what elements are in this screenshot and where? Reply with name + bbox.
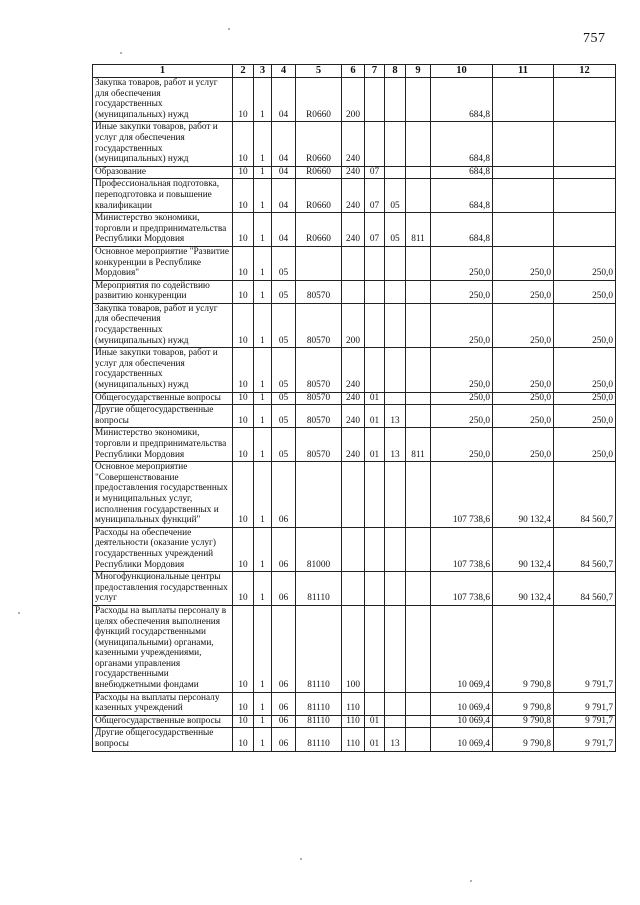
row-name-cell: Общегосударственные вопросы (93, 392, 233, 405)
code-direction-cell (296, 246, 342, 280)
code-om-cell: 05 (272, 280, 296, 303)
code-section-cell (365, 78, 385, 122)
table-row (93, 280, 616, 303)
code-expense-type-cell: 240 (342, 392, 365, 405)
table-row (93, 692, 616, 715)
code-om-cell: 06 (272, 692, 296, 715)
code-direction-cell: R0660 (296, 179, 342, 213)
code-subsection-cell (385, 692, 406, 715)
code-ministry-cell (406, 246, 431, 280)
code-section-cell: 01 (365, 428, 385, 462)
code-direction-cell: 81000 (296, 527, 342, 571)
code-ministry-cell (406, 715, 431, 728)
code-expense-type-cell: 110 (342, 692, 365, 715)
code-pgp-cell: 1 (254, 572, 272, 606)
code-om-cell: 05 (272, 246, 296, 280)
column-header: 2 (233, 65, 254, 78)
column-header: 1 (93, 65, 233, 78)
amount-col11-cell: 250,0 (493, 405, 554, 428)
amount-col10-cell: 107 738,6 (431, 527, 493, 571)
amount-col10-cell: 684,8 (431, 179, 493, 213)
code-gp-cell: 10 (233, 122, 254, 166)
row-name-cell: Иные закупки товаров, работ и услуг для обеспечения государственных (муниципальных) нужд (93, 122, 233, 166)
page-number: 757 (583, 31, 606, 46)
code-expense-type-cell: 240 (342, 179, 365, 213)
amount-col12-cell: 250,0 (554, 303, 616, 347)
amount-col10-cell: 250,0 (431, 405, 493, 428)
code-subsection-cell (385, 280, 406, 303)
code-subsection-cell (385, 166, 406, 179)
code-gp-cell: 10 (233, 392, 254, 405)
code-om-cell: 05 (272, 303, 296, 347)
amount-col11-cell: 250,0 (493, 246, 554, 280)
column-header: 6 (342, 65, 365, 78)
code-subsection-cell (385, 303, 406, 347)
code-subsection-cell: 13 (385, 428, 406, 462)
code-gp-cell: 10 (233, 605, 254, 692)
table-row (93, 78, 616, 122)
code-section-cell (365, 348, 385, 392)
code-om-cell: 06 (272, 572, 296, 606)
code-ministry-cell (406, 692, 431, 715)
code-ministry-cell (406, 605, 431, 692)
amount-col10-cell: 10 069,4 (431, 692, 493, 715)
code-direction-cell: 80570 (296, 280, 342, 303)
code-subsection-cell (385, 392, 406, 405)
code-om-cell: 05 (272, 405, 296, 428)
amount-col12-cell: 250,0 (554, 392, 616, 405)
header-row (93, 65, 616, 78)
row-name-cell: Общегосударственные вопросы (93, 715, 233, 728)
code-gp-cell: 10 (233, 527, 254, 571)
code-subsection-cell: 05 (385, 179, 406, 213)
code-pgp-cell: 1 (254, 392, 272, 405)
code-expense-type-cell: 240 (342, 213, 365, 247)
table-row (93, 428, 616, 462)
code-ministry-cell (406, 303, 431, 347)
code-section-cell: 01 (365, 405, 385, 428)
code-pgp-cell: 1 (254, 303, 272, 347)
code-section-cell (365, 280, 385, 303)
code-subsection-cell: 05 (385, 213, 406, 247)
code-expense-type-cell (342, 246, 365, 280)
code-subsection-cell (385, 78, 406, 122)
code-ministry-cell (406, 728, 431, 751)
code-subsection-cell: 13 (385, 728, 406, 751)
table-row (93, 213, 616, 247)
amount-col11-cell: 250,0 (493, 280, 554, 303)
amount-col11-cell: 9 790,8 (493, 692, 554, 715)
code-ministry-cell (406, 348, 431, 392)
code-direction-cell: R0660 (296, 78, 342, 122)
row-name-cell: Закупка товаров, работ и услуг для обеспечения государственных (муниципальных) нужд (93, 303, 233, 347)
amount-col11-cell: 90 132,4 (493, 572, 554, 606)
code-pgp-cell: 1 (254, 122, 272, 166)
code-gp-cell: 10 (233, 166, 254, 179)
code-ministry-cell (406, 179, 431, 213)
code-expense-type-cell: 240 (342, 122, 365, 166)
column-header: 5 (296, 65, 342, 78)
code-direction-cell: 81110 (296, 715, 342, 728)
amount-col11-cell: 9 790,8 (493, 715, 554, 728)
row-name-cell: Мероприятия по содействию развитию конкуренции (93, 280, 233, 303)
table-row (93, 392, 616, 405)
code-direction-cell: R0660 (296, 213, 342, 247)
column-header: 3 (254, 65, 272, 78)
code-pgp-cell: 1 (254, 246, 272, 280)
code-expense-type-cell (342, 280, 365, 303)
code-direction-cell: 80570 (296, 348, 342, 392)
code-section-cell: 07 (365, 213, 385, 247)
code-pgp-cell: 1 (254, 280, 272, 303)
amount-col10-cell: 684,8 (431, 122, 493, 166)
amount-col12-cell: 84 560,7 (554, 462, 616, 528)
code-subsection-cell: 13 (385, 405, 406, 428)
amount-col10-cell: 684,8 (431, 166, 493, 179)
code-pgp-cell: 1 (254, 692, 272, 715)
column-header: 11 (493, 65, 554, 78)
code-pgp-cell: 1 (254, 715, 272, 728)
amount-col12-cell: 9 791,7 (554, 605, 616, 692)
code-subsection-cell (385, 348, 406, 392)
code-gp-cell: 10 (233, 728, 254, 751)
code-expense-type-cell: 200 (342, 78, 365, 122)
code-pgp-cell: 1 (254, 166, 272, 179)
code-ministry-cell (406, 572, 431, 606)
table-row (93, 605, 616, 692)
code-ministry-cell (406, 280, 431, 303)
code-section-cell: 07 (365, 166, 385, 179)
code-direction-cell: 80570 (296, 303, 342, 347)
code-direction-cell: 81110 (296, 692, 342, 715)
table-row (93, 462, 616, 528)
amount-col12-cell: 84 560,7 (554, 527, 616, 571)
code-pgp-cell: 1 (254, 428, 272, 462)
amount-col10-cell: 250,0 (431, 348, 493, 392)
amount-col12-cell: 250,0 (554, 246, 616, 280)
code-om-cell: 05 (272, 428, 296, 462)
code-om-cell: 04 (272, 166, 296, 179)
code-direction-cell: R0660 (296, 166, 342, 179)
row-name-cell: Другие общегосударственные вопросы (93, 728, 233, 751)
code-gp-cell: 10 (233, 692, 254, 715)
code-om-cell: 05 (272, 348, 296, 392)
code-expense-type-cell (342, 462, 365, 528)
code-direction-cell: 81110 (296, 728, 342, 751)
amount-col12-cell: 250,0 (554, 280, 616, 303)
amount-col11-cell (493, 122, 554, 166)
amount-col11-cell: 250,0 (493, 303, 554, 347)
amount-col11-cell: 250,0 (493, 428, 554, 462)
code-subsection-cell (385, 572, 406, 606)
code-expense-type-cell: 200 (342, 303, 365, 347)
table-row (93, 303, 616, 347)
code-om-cell: 06 (272, 462, 296, 528)
code-ministry-cell (406, 78, 431, 122)
row-name-cell: Министерство экономики, торговли и предпринимательства Республики Мордовия (93, 213, 233, 247)
amount-col12-cell: 9 791,7 (554, 692, 616, 715)
code-ministry-cell (406, 122, 431, 166)
code-om-cell: 06 (272, 715, 296, 728)
code-gp-cell: 10 (233, 715, 254, 728)
code-gp-cell: 10 (233, 462, 254, 528)
amount-col12-cell (554, 122, 616, 166)
table-row (93, 715, 616, 728)
code-om-cell: 05 (272, 392, 296, 405)
amount-col11-cell: 9 790,8 (493, 728, 554, 751)
code-expense-type-cell (342, 527, 365, 571)
row-name-cell: Закупка товаров, работ и услуг для обеспечения государственных (муниципальных) нужд (93, 78, 233, 122)
code-direction-cell: 80570 (296, 428, 342, 462)
code-ministry-cell (406, 527, 431, 571)
amount-col11-cell (493, 179, 554, 213)
amount-col11-cell (493, 166, 554, 179)
code-expense-type-cell: 240 (342, 166, 365, 179)
code-gp-cell: 10 (233, 348, 254, 392)
code-section-cell (365, 122, 385, 166)
code-expense-type-cell: 240 (342, 348, 365, 392)
code-pgp-cell: 1 (254, 605, 272, 692)
code-expense-type-cell: 240 (342, 405, 365, 428)
table-body (93, 78, 616, 752)
code-pgp-cell: 1 (254, 405, 272, 428)
code-om-cell: 04 (272, 179, 296, 213)
amount-col10-cell: 250,0 (431, 303, 493, 347)
code-direction-cell: R0660 (296, 122, 342, 166)
code-gp-cell: 10 (233, 213, 254, 247)
code-pgp-cell: 1 (254, 348, 272, 392)
code-expense-type-cell: 110 (342, 715, 365, 728)
row-name-cell: Расходы на выплаты персоналу казенных учреждений (93, 692, 233, 715)
amount-col12-cell: 9 791,7 (554, 728, 616, 751)
row-name-cell: Расходы на обеспечение деятельности (оказание услуг) государственных учреждений Республики Мордовия (93, 527, 233, 571)
code-section-cell (365, 462, 385, 528)
code-section-cell: 07 (365, 179, 385, 213)
row-name-cell: Расходы на выплаты персоналу в целях обеспечения выполнения функций государственными (муниципальными) органами, казенными учреждениями, органами управления государственными внебюджетными фондами (93, 605, 233, 692)
code-om-cell: 06 (272, 728, 296, 751)
code-gp-cell: 10 (233, 405, 254, 428)
code-pgp-cell: 1 (254, 179, 272, 213)
table-row (93, 166, 616, 179)
amount-col12-cell (554, 179, 616, 213)
code-gp-cell: 10 (233, 280, 254, 303)
code-section-cell: 01 (365, 715, 385, 728)
row-name-cell: Иные закупки товаров, работ и услуг для обеспечения государственных (муниципальных) нужд (93, 348, 233, 392)
row-name-cell: Основное мероприятие "Развитие конкуренции в Республике Мордовия" (93, 246, 233, 280)
table-row (93, 405, 616, 428)
amount-col10-cell: 10 069,4 (431, 605, 493, 692)
code-section-cell: 01 (365, 728, 385, 751)
code-direction-cell (296, 462, 342, 528)
code-subsection-cell (385, 605, 406, 692)
code-section-cell (365, 605, 385, 692)
code-om-cell: 06 (272, 605, 296, 692)
amount-col12-cell (554, 213, 616, 247)
amount-col11-cell: 250,0 (493, 348, 554, 392)
code-subsection-cell (385, 462, 406, 528)
row-name-cell: Многофункциональные центры предоставления государственных услуг (93, 572, 233, 606)
row-name-cell: Министерство экономики, торговли и предпринимательства Республики Мордовия (93, 428, 233, 462)
code-ministry-cell: 811 (406, 428, 431, 462)
table-row (93, 728, 616, 751)
amount-col11-cell (493, 213, 554, 247)
code-gp-cell: 10 (233, 179, 254, 213)
code-section-cell: 01 (365, 392, 385, 405)
code-direction-cell: 80570 (296, 392, 342, 405)
code-direction-cell: 81110 (296, 572, 342, 606)
code-gp-cell: 10 (233, 246, 254, 280)
amount-col10-cell: 250,0 (431, 246, 493, 280)
column-header: 12 (554, 65, 616, 78)
code-gp-cell: 10 (233, 572, 254, 606)
code-gp-cell: 10 (233, 303, 254, 347)
amount-col12-cell: 250,0 (554, 428, 616, 462)
amount-col11-cell: 9 790,8 (493, 605, 554, 692)
table-row (93, 122, 616, 166)
code-expense-type-cell (342, 572, 365, 606)
amount-col12-cell (554, 78, 616, 122)
amount-col10-cell: 107 738,6 (431, 572, 493, 606)
code-section-cell (365, 572, 385, 606)
code-gp-cell: 10 (233, 78, 254, 122)
table-row (93, 179, 616, 213)
row-name-cell: Другие общегосударственные вопросы (93, 405, 233, 428)
amount-col11-cell: 90 132,4 (493, 527, 554, 571)
column-header: 7 (365, 65, 385, 78)
code-subsection-cell (385, 715, 406, 728)
code-subsection-cell (385, 122, 406, 166)
table-row (93, 572, 616, 606)
amount-col10-cell: 250,0 (431, 392, 493, 405)
table-row (93, 348, 616, 392)
amount-col10-cell: 10 069,4 (431, 715, 493, 728)
code-section-cell (365, 303, 385, 347)
code-ministry-cell (406, 462, 431, 528)
column-header: 4 (272, 65, 296, 78)
code-pgp-cell: 1 (254, 462, 272, 528)
code-direction-cell: 81110 (296, 605, 342, 692)
code-om-cell: 04 (272, 78, 296, 122)
amount-col10-cell: 250,0 (431, 280, 493, 303)
amount-col12-cell: 9 791,7 (554, 715, 616, 728)
code-expense-type-cell: 100 (342, 605, 365, 692)
code-pgp-cell: 1 (254, 728, 272, 751)
budget-table (92, 64, 616, 752)
code-ministry-cell (406, 392, 431, 405)
amount-col11-cell (493, 78, 554, 122)
amount-col10-cell: 684,8 (431, 213, 493, 247)
amount-col10-cell: 107 738,6 (431, 462, 493, 528)
code-ministry-cell (406, 166, 431, 179)
code-expense-type-cell: 240 (342, 428, 365, 462)
amount-col10-cell: 684,8 (431, 78, 493, 122)
code-subsection-cell (385, 527, 406, 571)
amount-col11-cell: 250,0 (493, 392, 554, 405)
code-subsection-cell (385, 246, 406, 280)
code-om-cell: 04 (272, 213, 296, 247)
row-name-cell: Профессиональная подготовка, переподготовка и повышение квалификации (93, 179, 233, 213)
code-ministry-cell: 811 (406, 213, 431, 247)
code-expense-type-cell: 110 (342, 728, 365, 751)
amount-col12-cell (554, 166, 616, 179)
code-pgp-cell: 1 (254, 213, 272, 247)
code-gp-cell: 10 (233, 428, 254, 462)
code-om-cell: 04 (272, 122, 296, 166)
table-row (93, 527, 616, 571)
code-section-cell (365, 246, 385, 280)
code-section-cell (365, 692, 385, 715)
row-name-cell: Образование (93, 166, 233, 179)
column-header: 10 (431, 65, 493, 78)
amount-col12-cell: 250,0 (554, 348, 616, 392)
column-header: 8 (385, 65, 406, 78)
amount-col11-cell: 90 132,4 (493, 462, 554, 528)
code-section-cell (365, 527, 385, 571)
code-om-cell: 06 (272, 527, 296, 571)
code-pgp-cell: 1 (254, 527, 272, 571)
row-name-cell: Основное мероприятие "Совершенствование предоставления государственных и муниципальных услуг, исполнения государственных и муниципальных функций" (93, 462, 233, 528)
amount-col10-cell: 10 069,4 (431, 728, 493, 751)
amount-col12-cell: 84 560,7 (554, 572, 616, 606)
code-ministry-cell (406, 405, 431, 428)
column-header: 9 (406, 65, 431, 78)
amount-col10-cell: 250,0 (431, 428, 493, 462)
amount-col12-cell: 250,0 (554, 405, 616, 428)
code-pgp-cell: 1 (254, 78, 272, 122)
table-row (93, 246, 616, 280)
code-direction-cell: 80570 (296, 405, 342, 428)
